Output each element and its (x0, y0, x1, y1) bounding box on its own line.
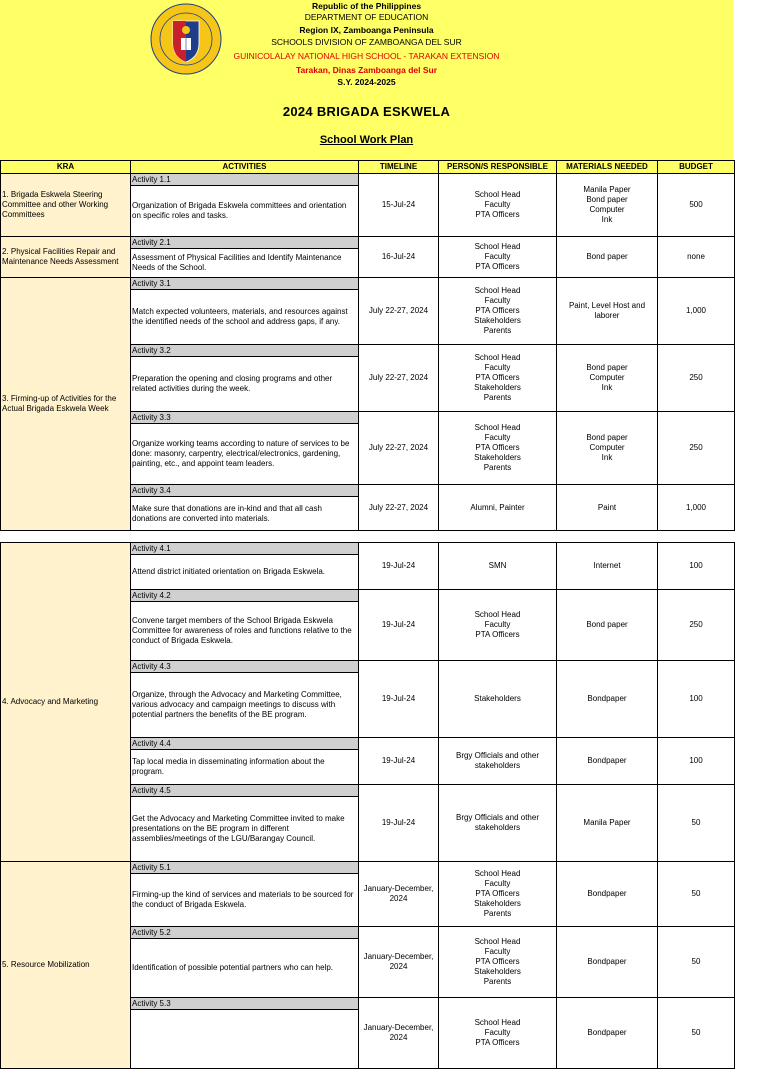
activity-cell (131, 345, 359, 412)
person-responsible-cell: Brgy Officials and other stakeholders (439, 785, 557, 862)
timeline-cell: January-December, 2024 (359, 998, 439, 1069)
person-responsible-cell: School Head Faculty PTA Officers (439, 174, 557, 237)
budget-cell: 1,000 (658, 485, 735, 531)
person-responsible-cell: School Head Faculty PTA Officers Stakeholders Parents (439, 927, 557, 998)
timeline-cell: July 22-27, 2024 (359, 278, 439, 345)
table-row (1, 278, 735, 345)
person-responsible-cell: School Head Faculty PTA Officers Stakeholders Parents (439, 862, 557, 927)
budget-cell: 500 (658, 174, 735, 237)
col-budget: BUDGET (658, 161, 735, 174)
table-row (1, 237, 735, 278)
person-responsible-cell: School Head Faculty PTA Officers (439, 590, 557, 661)
timeline-cell: 15-Jul-24 (359, 174, 439, 237)
kra-cell: 1. Brigada Eskwela Steering Committee and other Working Committees (1, 174, 131, 237)
activity-cell (131, 590, 359, 661)
activity-cell (131, 862, 359, 927)
budget-cell: 50 (658, 927, 735, 998)
table-header-row (1, 161, 735, 174)
budget-cell: none (658, 237, 735, 278)
activity-label: Activity 3.2 (131, 345, 358, 357)
timeline-cell: 19-Jul-24 (359, 785, 439, 862)
header-republic: Republic of the Philippines (311, 1, 422, 11)
materials-cell: Bond paper (557, 237, 658, 278)
materials-cell: Manila Paper Bond paper Computer Ink (557, 174, 658, 237)
activity-label: Activity 3.1 (131, 278, 358, 290)
activity-description (131, 1010, 358, 1068)
timeline-cell: July 22-27, 2024 (359, 485, 439, 531)
col-timeline: TIMELINE (359, 161, 439, 174)
person-responsible-cell: Brgy Officials and other stakeholders (439, 738, 557, 785)
activity-label: Activity 4.1 (131, 543, 358, 555)
activity-description: Convene target members of the School Brigada Eskwela Committee for awareness of roles and functions relative to the conduct of Brigada Eskwela. (132, 616, 352, 645)
activity-label: Activity 5.2 (131, 927, 358, 939)
activity-cell (131, 927, 359, 998)
activity-description: Make sure that donations are in-kind and that all cash donations are converted into materials. (132, 503, 322, 523)
budget-cell: 100 (658, 738, 735, 785)
timeline-cell: 19-Jul-24 (359, 738, 439, 785)
timeline-cell: July 22-27, 2024 (359, 345, 439, 412)
activity-cell (131, 485, 359, 531)
activity-label: Activity 5.3 (131, 998, 358, 1010)
page-title: 2024 BRIGADA ESKWELA (282, 104, 451, 119)
col-kra: KRA (1, 161, 131, 174)
col-activities: ACTIVITIES (131, 161, 359, 174)
activity-description: Organize, through the Advocacy and Marketing Committee, various advocacy and campaign meetings to discuss with potential partners the benefits of the BE program. (132, 690, 342, 719)
activity-description: Get the Advocacy and Marketing Committee invited to make presentations on the BE program in different assemblies/meetings of the LGU/Barangay Council. (132, 814, 345, 843)
timeline-cell: July 22-27, 2024 (359, 412, 439, 485)
timeline-cell: 19-Jul-24 (359, 661, 439, 738)
person-responsible-cell: School Head Faculty PTA Officers Stakeholders Parents (439, 412, 557, 485)
activity-description: Attend district initiated orientation on Brigada Eskwela. (132, 567, 325, 576)
person-responsible-cell: School Head Faculty PTA Officers (439, 998, 557, 1069)
table-row (1, 174, 735, 237)
kra-cell: 2. Physical Facilities Repair and Maintenance Needs Assessment (1, 237, 131, 278)
budget-cell: 50 (658, 998, 735, 1069)
activity-label: Activity 1.1 (131, 174, 358, 186)
activity-cell (131, 412, 359, 485)
activity-cell (131, 278, 359, 345)
budget-cell: 50 (658, 862, 735, 927)
activity-cell (131, 785, 359, 862)
activity-description: Assessment of Physical Facilities and Identify Maintenance Needs of the School. (132, 253, 342, 272)
person-responsible-cell: Stakeholders (439, 661, 557, 738)
budget-cell: 100 (658, 543, 735, 590)
timeline-cell: January-December, 2024 (359, 927, 439, 998)
materials-cell: Bondpaper (557, 862, 658, 927)
timeline-cell: 19-Jul-24 (359, 543, 439, 590)
materials-cell: Bond paper Computer Ink (557, 345, 658, 412)
activity-label: Activity 5.1 (131, 862, 358, 874)
kra-cell: 3. Firming-up of Activities for the Actual Brigada Eskwela Week (1, 278, 131, 531)
header-region: Region IX, Zamboanga Peninsula (299, 25, 434, 35)
header-address: Tarakan, Dinas Zamboanga del Sur (295, 65, 438, 75)
materials-cell: Bond paper (557, 590, 658, 661)
person-responsible-cell: School Head Faculty PTA Officers (439, 237, 557, 278)
activity-label: Activity 3.3 (131, 412, 358, 424)
activity-cell (131, 237, 359, 278)
materials-cell: Bondpaper (557, 927, 658, 998)
header-department: DEPARTMENT OF EDUCATION (304, 12, 429, 22)
activity-cell (131, 543, 359, 590)
activity-label: Activity 4.4 (131, 738, 358, 750)
person-responsible-cell: Alumni, Painter (439, 485, 557, 531)
table-row (1, 862, 735, 927)
activity-label: Activity 3.4 (131, 485, 358, 497)
person-responsible-cell: School Head Faculty PTA Officers Stakeholders Parents (439, 345, 557, 412)
table-row (1, 543, 735, 590)
col-materials: MATERIALS NEEDED (557, 161, 658, 174)
work-plan-table-2 (0, 542, 735, 1069)
activity-description: Organize working teams according to nature of services to be done: masonry, carpentry, electrical/electronics, gardening, painting, etc., and appoint team leaders. (132, 439, 350, 468)
materials-cell: Manila Paper (557, 785, 658, 862)
budget-cell: 250 (658, 412, 735, 485)
kra-cell: 4. Advocacy and Marketing (1, 543, 131, 862)
materials-cell: Bondpaper (557, 738, 658, 785)
materials-cell: Bondpaper (557, 661, 658, 738)
timeline-cell: 16-Jul-24 (359, 237, 439, 278)
activity-label: Activity 4.3 (131, 661, 358, 673)
materials-cell: Paint (557, 485, 658, 531)
activity-cell (131, 738, 359, 785)
page-subtitle: School Work Plan (319, 134, 414, 146)
activity-description: Organization of Brigada Eskwela committees and orientation on specific roles and tasks. (132, 201, 347, 220)
timeline-cell: January-December, 2024 (359, 862, 439, 927)
budget-cell: 50 (658, 785, 735, 862)
materials-cell: Paint, Level Host and laborer (557, 278, 658, 345)
person-responsible-cell: School Head Faculty PTA Officers Stakeholders Parents (439, 278, 557, 345)
activity-cell (131, 174, 359, 237)
activity-description: Match expected volunteers, materials, and resources against the identified needs of the school and address gaps, if any. (132, 307, 348, 326)
materials-cell: Internet (557, 543, 658, 590)
activity-description: Firming-up the kind of services and materials to be sourced for the conduct of Brigada Eskwela. (132, 890, 354, 909)
budget-cell: 250 (658, 590, 735, 661)
kra-cell: 5. Resource Mobilization (1, 862, 131, 1069)
activity-description: Preparation the opening and closing programs and other related activities during the week. (132, 374, 333, 393)
materials-cell: Bond paper Computer Ink (557, 412, 658, 485)
budget-cell: 1,000 (658, 278, 735, 345)
activity-description: Identification of possible potential partners who can help. (132, 963, 334, 972)
activity-label: Activity 4.2 (131, 590, 358, 602)
budget-cell: 100 (658, 661, 735, 738)
header-division: SCHOOLS DIVISION OF ZAMBOANGA DEL SUR (271, 37, 462, 47)
budget-cell: 250 (658, 345, 735, 412)
timeline-cell: 19-Jul-24 (359, 590, 439, 661)
materials-cell: Bondpaper (557, 998, 658, 1069)
activity-label: Activity 2.1 (131, 237, 358, 249)
header-school: GUINICOLALAY NATIONAL HIGH SCHOOL - TARAKAN EXTENSION (233, 51, 500, 61)
header-school-year: S.Y. 2024-2025 (337, 77, 396, 87)
activity-cell (131, 661, 359, 738)
person-responsible-cell: SMN (439, 543, 557, 590)
header-banner (0, 0, 733, 160)
work-plan-table-1 (0, 160, 735, 531)
activity-label: Activity 4.5 (131, 785, 358, 797)
activity-description: Tap local media in disseminating information about the program. (132, 757, 325, 776)
activity-cell (131, 998, 359, 1069)
col-person: PERSON/S RESPONSIBLE (439, 161, 557, 174)
